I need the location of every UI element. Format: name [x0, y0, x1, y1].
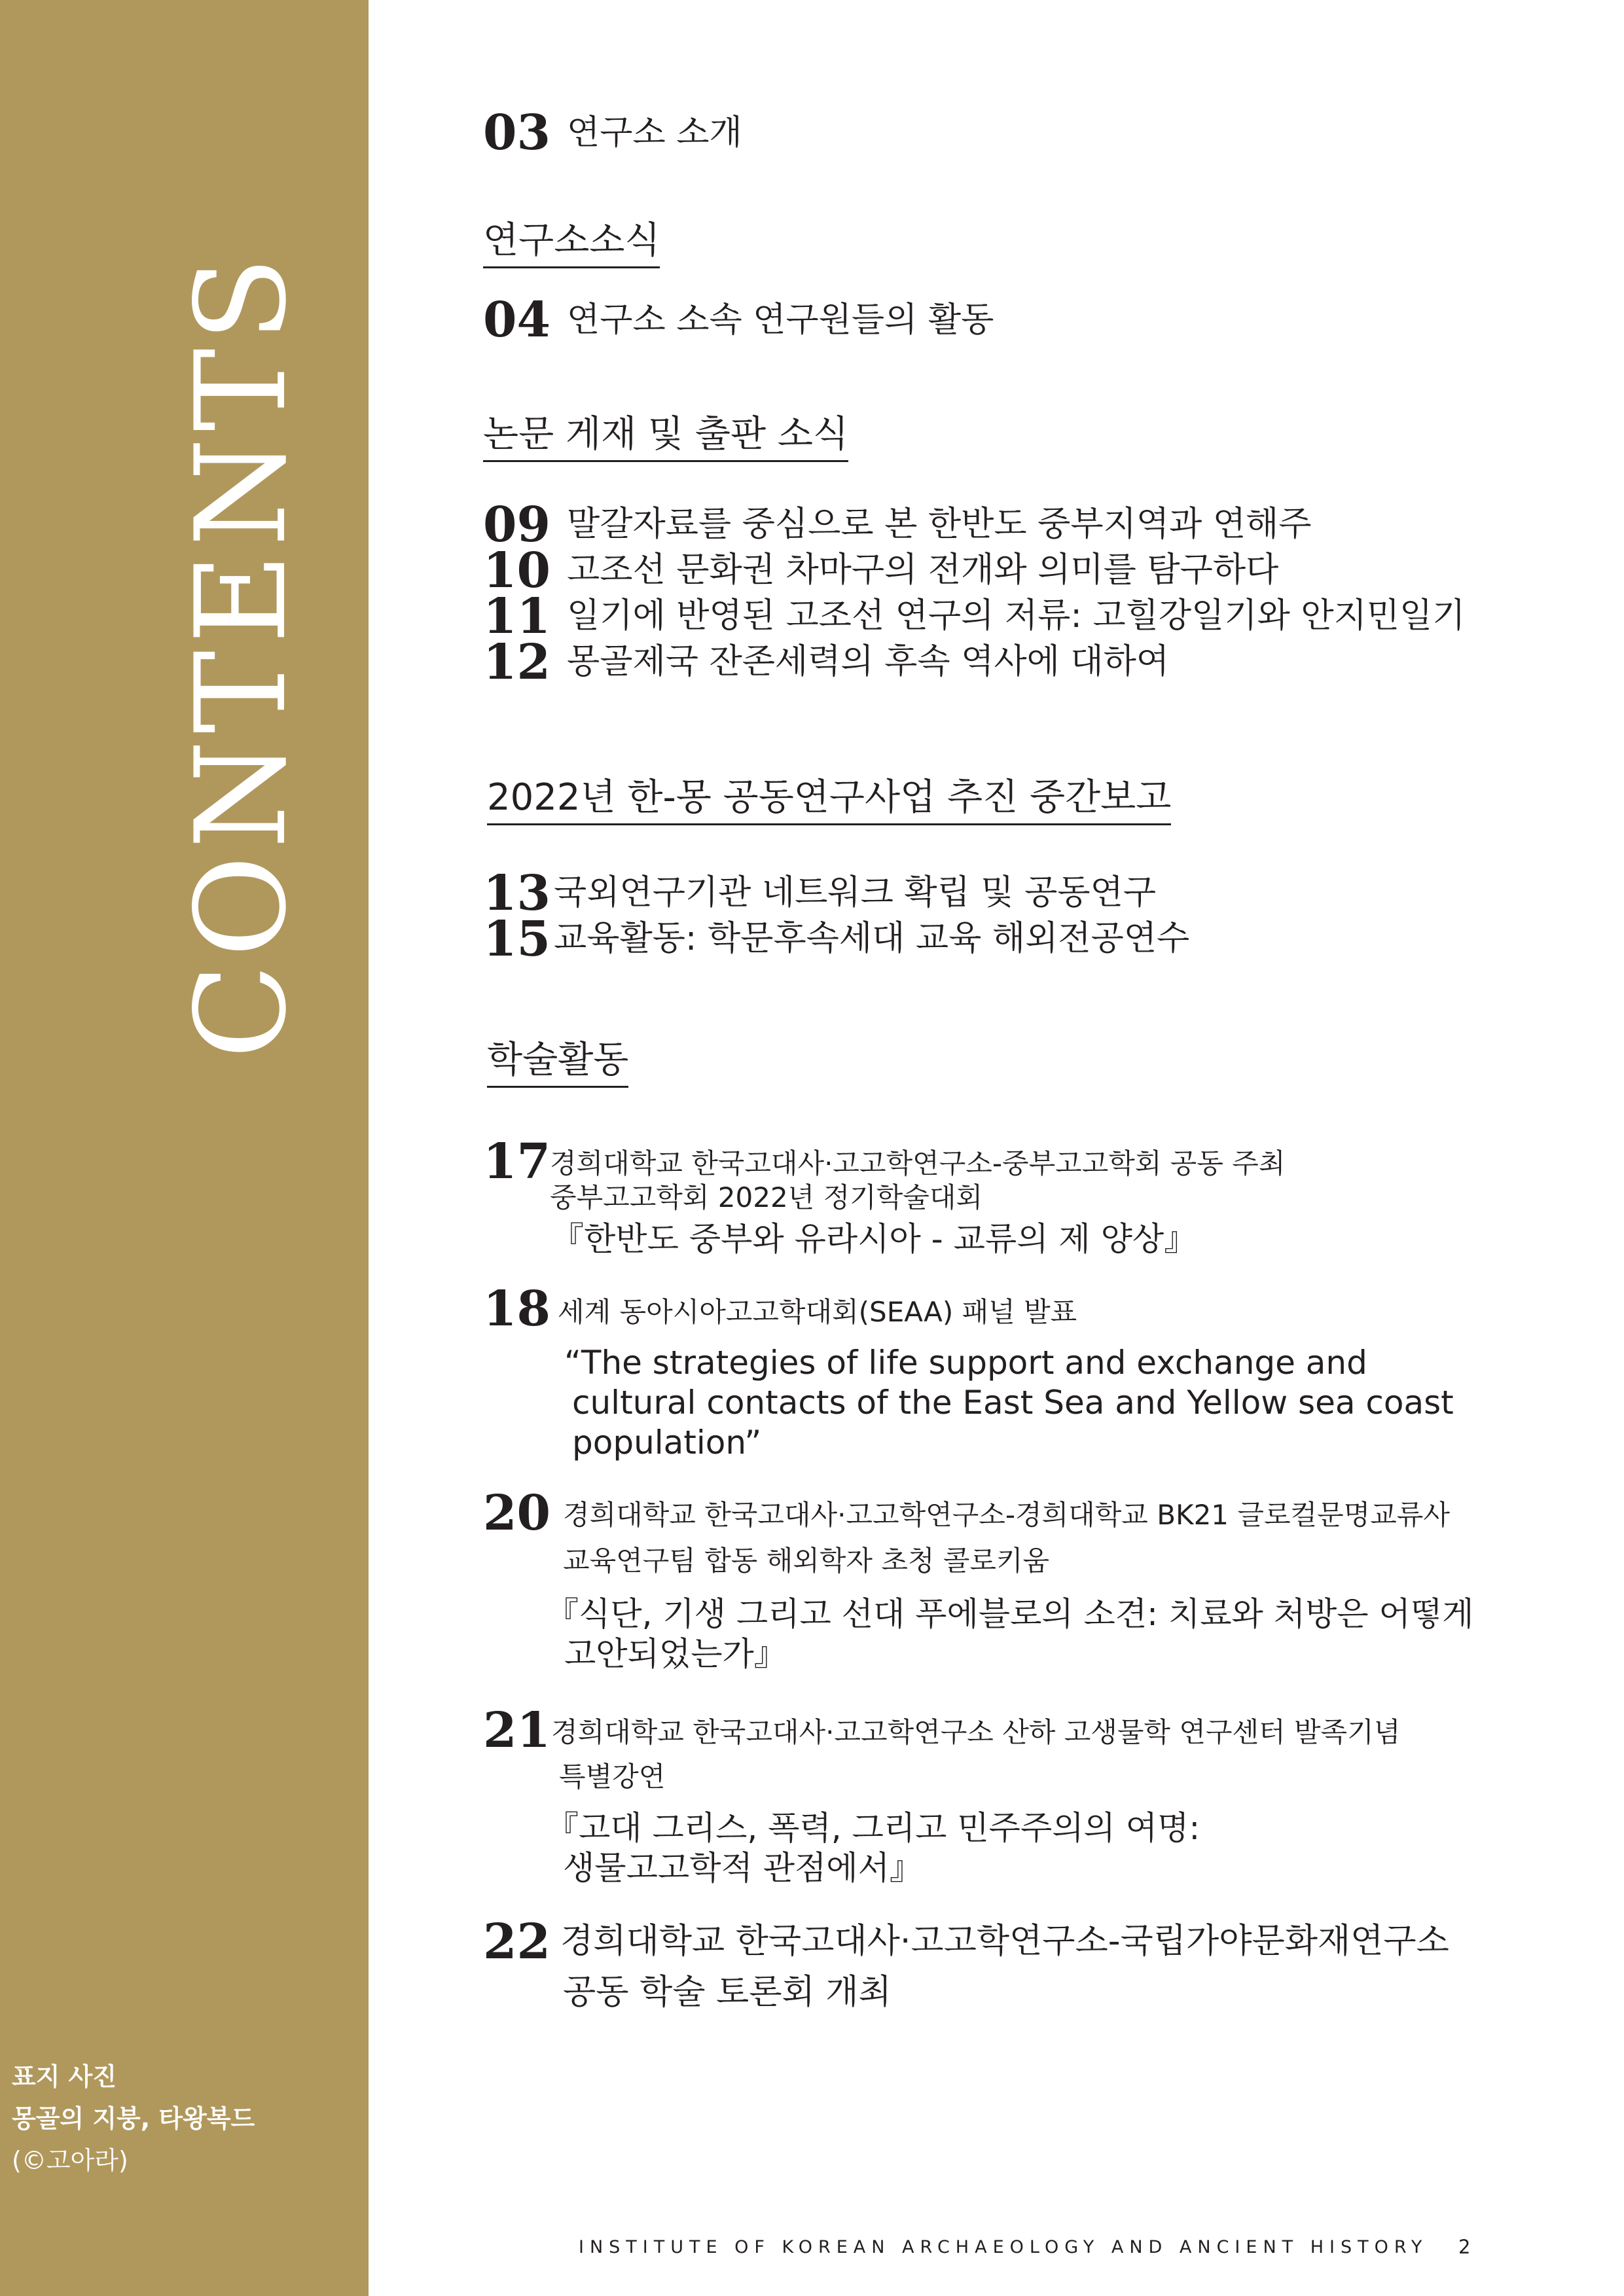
toc-number: 04 [483, 292, 550, 348]
cover-photo-label: 표지 사진 [12, 2062, 117, 2091]
toc-entry-title[interactable]: 고조선 문화권 차마구의 전개와 의미를 탐구하다 [567, 550, 1279, 590]
toc-number: 12 [483, 634, 550, 691]
sidebar [0, 0, 369, 2296]
toc-entry-subtitle[interactable]: 생물고고학적 관점에서』 [563, 1849, 922, 1887]
toc-entry-title[interactable]: 교육활동: 학문후속세대 교육 해외전공연수 [554, 919, 1190, 958]
toc-entry-title[interactable]: 연구소 소개 [567, 113, 742, 152]
toc-entry-subtitle[interactable]: 『식단, 기생 그리고 선대 푸에블로의 소견: 치료와 처방은 어떻게 [546, 1595, 1474, 1633]
toc-number: 20 [483, 1485, 550, 1541]
section-heading: 연구소소식 [483, 219, 660, 268]
contents-title: CONTENTS [169, 250, 314, 1059]
toc-entry-subtitle[interactable]: population” [572, 1424, 762, 1462]
toc-number: 21 [483, 1702, 550, 1759]
toc-entry-title[interactable]: 말갈자료를 중심으로 본 한반도 중부지역과 연해주 [567, 505, 1312, 544]
toc-entry-subtitle[interactable]: 『고대 그리스, 폭력, 그리고 민주주의의 여명: [546, 1809, 1200, 1847]
cover-photo-credit: (©고아라) [12, 2146, 128, 2175]
toc-entry-line[interactable]: 세계 동아시아고고학대회(SEAA) 패널 발표 [558, 1296, 1077, 1328]
toc-number: 10 [483, 543, 550, 599]
toc-entry-subtitle[interactable]: 고안되었는가』 [564, 1635, 787, 1673]
toc-entry-line[interactable]: 특별강연 [559, 1761, 666, 1793]
section-heading: 논문 게재 및 출판 소식 [483, 412, 848, 462]
toc-entry-line[interactable]: 공동 학술 토론회 개최 [563, 1973, 892, 2012]
toc-entry-title[interactable]: 국외연구기관 네트워크 확립 및 공동연구 [554, 873, 1157, 912]
section-heading: 학술활동 [487, 1038, 628, 1088]
toc-entry-subtitle[interactable]: “The strategies of life support and exchange and [564, 1344, 1367, 1382]
toc-number: 11 [483, 588, 550, 645]
toc-entry-subtitle[interactable]: 『한반도 중부와 유라시아 - 교류의 제 양상』 [551, 1220, 1197, 1258]
toc-entry-line[interactable]: 경희대학교 한국고대사·고고학연구소-국립가야문화재연구소 [560, 1922, 1449, 1961]
toc-entry-line[interactable]: 교육연구팀 합동 해외학자 초청 콜로키움 [563, 1545, 1050, 1577]
toc-entry-line[interactable]: 경희대학교 한국고대사·고고학연구소-중부고고학회 공동 주최 [550, 1147, 1286, 1179]
cover-photo-title: 몽골의 지붕, 타왕복드 [12, 2104, 255, 2133]
toc-number: 03 [483, 105, 550, 161]
footer-institute-name: INSTITUTE OF KOREAN ARCHAEOLOGY AND ANCIENT HISTORY [579, 2237, 1428, 2257]
toc-number: 15 [483, 911, 550, 967]
toc-entry-line[interactable]: 경희대학교 한국고대사·고고학연구소 산하 고생물학 연구센터 발족기념 [551, 1716, 1401, 1748]
toc-entry-title[interactable]: 몽골제국 잔존세력의 후속 역사에 대하여 [567, 642, 1170, 681]
toc-number: 09 [483, 497, 550, 553]
section-heading: 2022년 한-몽 공동연구사업 추진 중간보고 [487, 776, 1171, 825]
toc-entry-line[interactable]: 중부고고학회 2022년 정기학술대회 [550, 1181, 983, 1213]
toc-entry-title[interactable]: 일기에 반영된 고조선 연구의 저류: 고힐강일기와 안지민일기 [567, 596, 1466, 636]
toc-entry-subtitle[interactable]: cultural contacts of the East Sea and Yellow sea coast [572, 1384, 1454, 1422]
toc-number: 17 [483, 1134, 550, 1190]
toc-entry-title[interactable]: 연구소 소속 연구원들의 활동 [567, 300, 994, 340]
toc-number: 22 [483, 1914, 550, 1970]
page-number: 2 [1458, 2236, 1471, 2258]
toc-entry-line[interactable]: 경희대학교 한국고대사·고고학연구소-경희대학교 BK21 글로컬문명교류사 [563, 1499, 1450, 1531]
toc-number: 13 [483, 865, 550, 922]
toc-number: 18 [483, 1281, 550, 1337]
